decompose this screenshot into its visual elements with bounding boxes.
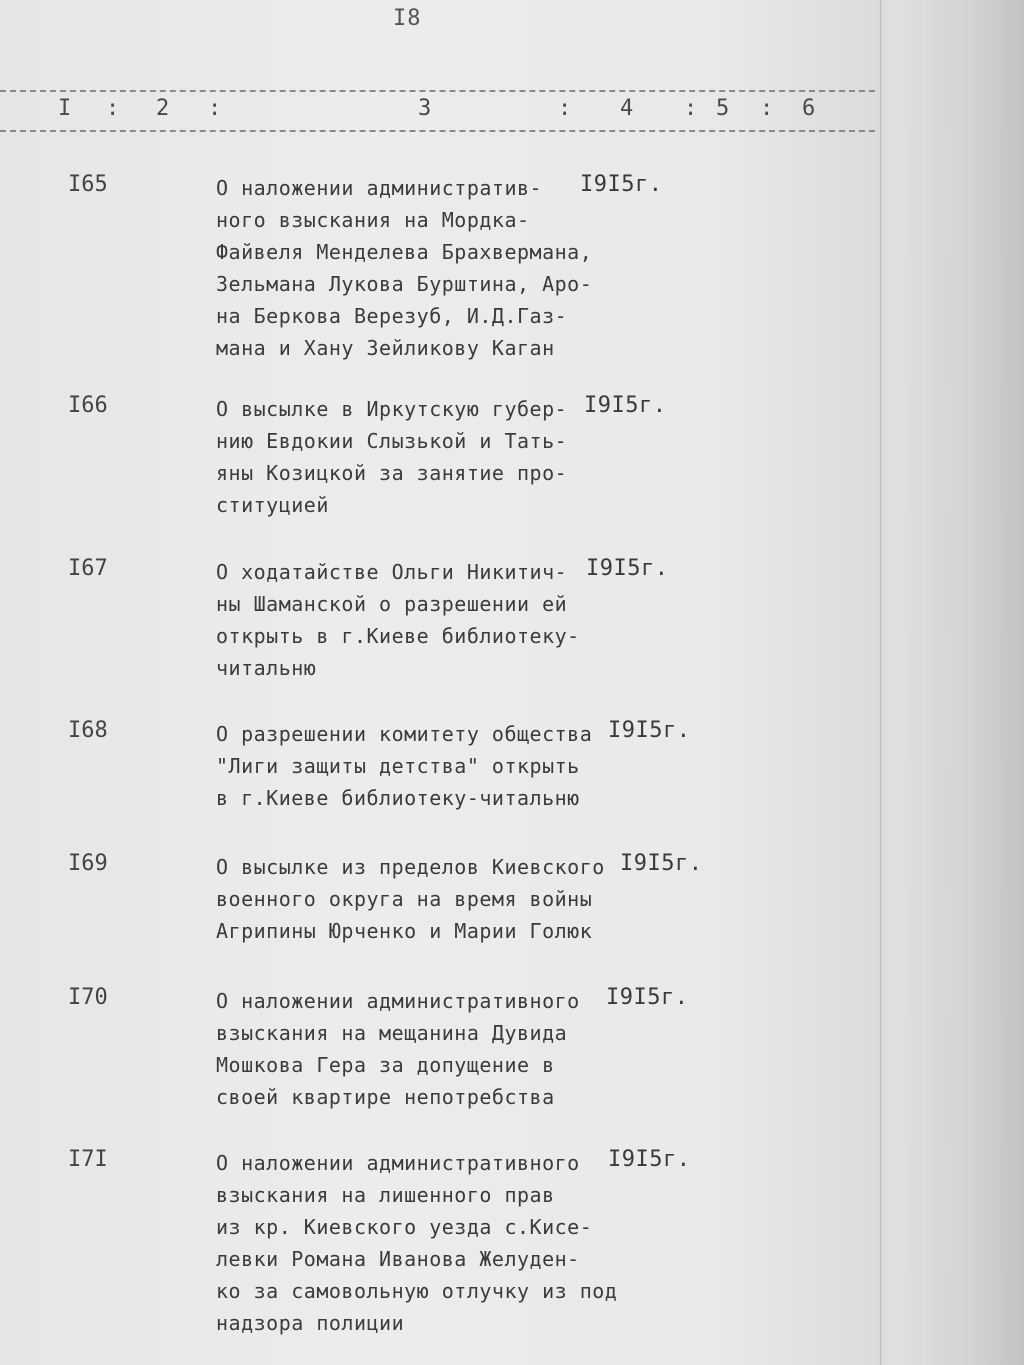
description-line: О высылке в Иркутскую губер- [216, 397, 568, 421]
page-edge-shadow [880, 0, 1024, 1365]
description-line: О ходатайстве Ольги Никитич- [216, 560, 568, 584]
description-line: О разрешении комитету общества [216, 722, 593, 746]
column-header-2: 2 [156, 96, 170, 121]
description-line: взыскания на мещанина Дувида [216, 1021, 568, 1045]
description-line: взыскания на лишенного прав [216, 1183, 555, 1207]
description-line: Агрипины Юрченко и Марии Голюк [216, 919, 593, 943]
record-year: I9I5г. [620, 851, 703, 876]
record-description [216, 985, 596, 1113]
description-line: в г.Киеве библиотеку-читальню [216, 786, 580, 810]
record-description [216, 1147, 618, 1339]
record-year: I9I5г. [586, 556, 669, 581]
record-number: I70 [68, 985, 108, 1010]
description-line: Мошкова Гера за допущение в [216, 1053, 555, 1077]
record-description [216, 851, 605, 947]
record-description [216, 172, 596, 364]
description-line: военного округа на время войны [216, 887, 593, 911]
description-line: нию Евдокии Слызькой и Тать- [216, 429, 568, 453]
record-description [216, 556, 596, 684]
description-line: ного взыскания на Мордка- [216, 208, 530, 232]
description-line: яны Козицкой за занятие про- [216, 461, 568, 485]
description-line: О наложении административ- [216, 176, 543, 200]
record-description [216, 718, 596, 814]
description-line: ны Шаманской о разрешении ей [216, 592, 568, 616]
record-number: I65 [68, 172, 108, 197]
column-header-5: 5 [716, 96, 730, 121]
record-year: I9I5г. [606, 985, 689, 1010]
description-line: мана и Хану Зейликову Каган [216, 336, 555, 360]
column-separator: : [106, 96, 120, 121]
record-number: I66 [68, 393, 108, 418]
description-line: открыть в г.Киеве библиотеку- [216, 624, 580, 648]
page-number: I8 [393, 6, 422, 31]
record-number: I68 [68, 718, 108, 743]
description-line: "Лиги защиты детства" открыть [216, 754, 580, 778]
record-year: I9I5г. [584, 393, 667, 418]
description-line: левки Романа Иванова Желуден- [216, 1247, 580, 1271]
header-bottom-rule [0, 130, 875, 132]
column-header-1: I [58, 96, 72, 121]
description-line: читальню [216, 656, 317, 680]
record-number: I69 [68, 851, 108, 876]
record-number: I67 [68, 556, 108, 581]
description-line: ко за самовольную отлучку из под [216, 1279, 618, 1303]
column-header-3: 3 [418, 96, 432, 121]
column-separator: : [558, 96, 572, 121]
column-header-6: 6 [802, 96, 816, 121]
description-line: О высылке из пределов Киевского [216, 855, 605, 879]
column-header-4: 4 [620, 96, 634, 121]
record-description [216, 393, 596, 521]
header-top-rule [0, 90, 875, 92]
description-line: своей квартире непотребства [216, 1085, 555, 1109]
record-year: I9I5г. [608, 718, 691, 743]
description-line: на Беркова Верезуб, И.Д.Газ- [216, 304, 568, 328]
record-year: I9I5г. [608, 1147, 691, 1172]
description-line: ституцией [216, 493, 329, 517]
record-number: I7I [68, 1147, 108, 1172]
record-year: I9I5г. [580, 172, 663, 197]
column-separator: : [760, 96, 774, 121]
description-line: О наложении административного [216, 1151, 580, 1175]
description-line: Файвеля Менделева Брахвермана, [216, 240, 593, 264]
column-separator: : [208, 96, 222, 121]
description-line: из кр. Киевского уезда с.Кисе- [216, 1215, 593, 1239]
description-line: Зельмана Лукова Бурштина, Аро- [216, 272, 593, 296]
description-line: О наложении административного [216, 989, 580, 1013]
column-separator: : [684, 96, 698, 121]
description-line: надзора полиции [216, 1311, 405, 1335]
